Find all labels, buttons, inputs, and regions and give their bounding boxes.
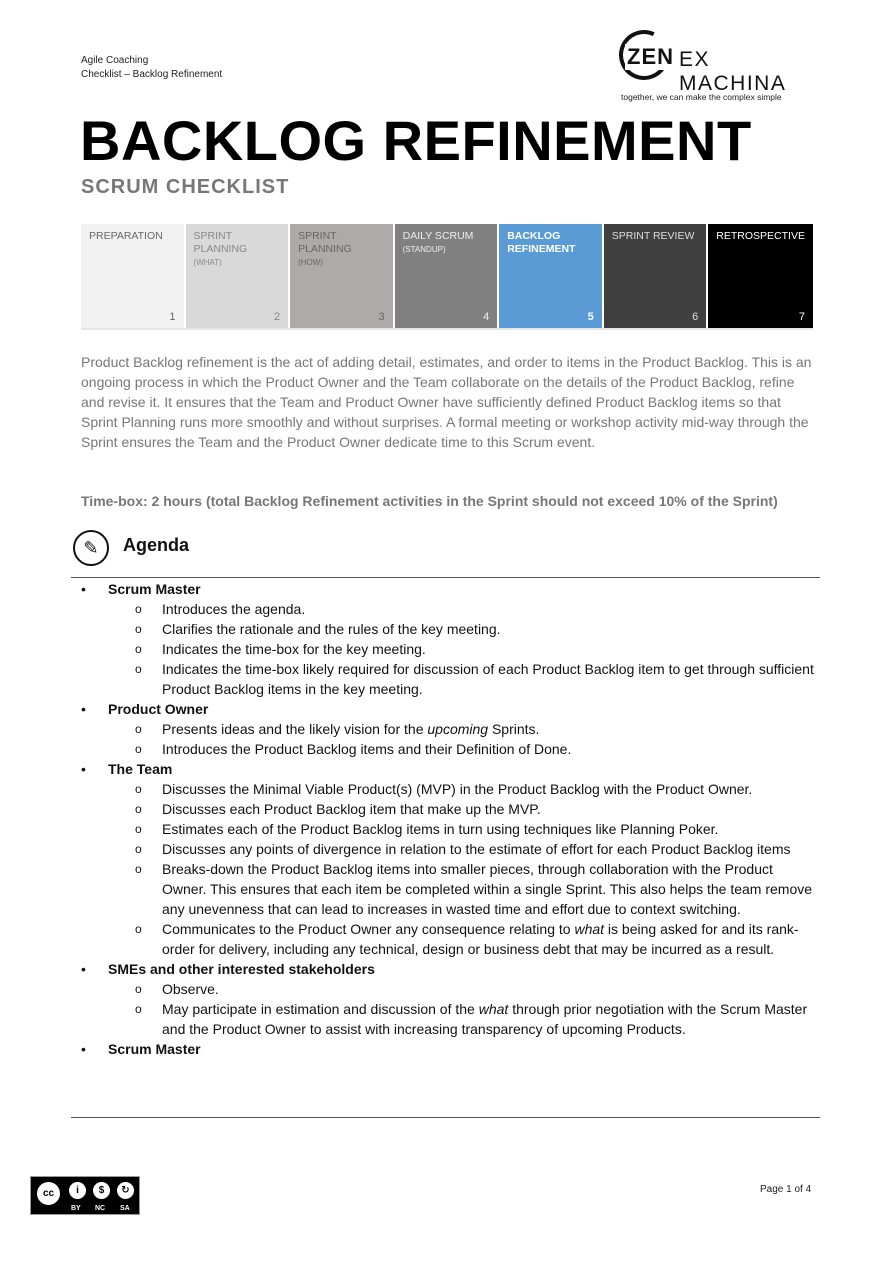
header-line-2: Checklist – Backlog Refinement [81, 69, 223, 80]
timebox-note: Time-box: 2 hours (total Backlog Refinement activities in the Sprint should not exceed 10% of the Sprint) [81, 493, 778, 509]
stage-5 [499, 224, 602, 328]
agenda-role: • Scrum Master [81, 1039, 821, 1059]
stage-1 [81, 224, 184, 328]
stage-number: 2 [273, 311, 281, 323]
sa-label: SA [120, 1205, 130, 1212]
agenda-top-divider [71, 577, 820, 578]
page-number: Page 1 of 4 [760, 1184, 812, 1195]
agenda-item: o Introduces the Product Backlog items and their Definition of Done. [81, 739, 821, 759]
pencil-icon: ✎ [73, 530, 109, 566]
agenda-item: o Clarifies the rationale and the rules of the key meeting. [81, 619, 821, 639]
emphasis-text: what [574, 921, 605, 937]
header-line-1: Agile Coaching [81, 55, 149, 66]
stage-label: SPRINT REVIEW [611, 230, 695, 242]
stage-number: 7 [798, 311, 805, 323]
zen-ex-machina-logo [617, 30, 797, 106]
agenda-item [81, 719, 821, 739]
agenda-item: o Observe. [81, 979, 821, 999]
stage-number: 3 [378, 311, 385, 323]
item-text: through prior negotiation with the Scrum Master and the Product Owner to assist with increasing transparency of upcoming Products. [162, 1001, 808, 1037]
stage-label: RETROSPECTIVE [716, 230, 805, 242]
stage-4 [395, 224, 498, 328]
item-text: Sprints. [488, 721, 540, 737]
item-text: Communicates to the Product Owner any consequence relating to [162, 921, 575, 937]
agenda-role: • SMEs and other interested stakeholders [81, 959, 821, 979]
agenda-role: • Scrum Master [81, 579, 821, 599]
logo-word-zen: ZEN [627, 44, 674, 69]
agenda-item: o Indicates the time-box likely required for discussion of each Product Backlog item to get through sufficient Product Backlog items in the key meeting. [81, 659, 821, 699]
stage-sublabel: (WHAT) [193, 258, 222, 267]
agenda-bottom-divider [71, 1117, 820, 1118]
agenda-item [81, 919, 821, 959]
stage-number: 6 [692, 311, 699, 323]
nc-icon: $ [91, 1180, 112, 1201]
item-text: May participate in estimation and discussion of the [162, 1001, 479, 1017]
agenda-role: • Product Owner [81, 699, 821, 719]
agenda-item: o Breaks-down the Product Backlog items into smaller pieces, through collaboration with the Product Owner. This ensures that each item be completed within a single Sprint. This also helps the team remove any unevenness that can lead to increases in wasted time and effort due to context switching. [81, 859, 821, 919]
document-header [81, 54, 222, 82]
agenda-role: • The Team [81, 759, 821, 779]
cc-icon: cc [35, 1180, 62, 1207]
stage-label: DAILY SCRUM [402, 230, 474, 242]
agenda-item: o Discusses the Minimal Viable Product(s) (MVP) in the Product Backlog with the Product Owner. [81, 779, 821, 799]
stage-2 [186, 224, 289, 328]
agenda-item: o Estimates each of the Product Backlog items in turn using techniques like Planning Poker. [81, 819, 821, 839]
by-icon: i [67, 1180, 88, 1201]
stage-sublabel: (HOW) [298, 258, 323, 267]
stage-number: 5 [587, 311, 594, 323]
stage-6 [604, 224, 707, 328]
item-text: is being asked for and its rank-order for delivery, including any technical, design or business debt that may be incurred as a result. [162, 921, 799, 957]
stage-7 [708, 224, 813, 328]
intro-paragraph: Product Backlog refinement is the act of adding detail, estimates, and order to items in the Product Backlog. This is an ongoing process in which the Product Owner and the Team collaborate on the details of the Product Backlog, refine and revise it. It ensures that the Team and Product Owner have sufficiently defined Product Backlog items so that Sprint Planning runs more smoothly and without surprises. A formal meeting or workshop activity mid-way through the Sprint ensures the Team and the Product Owner dedicate time to this Scrum event. [81, 354, 812, 450]
sa-icon: ↻ [115, 1180, 136, 1201]
logo-tagline: together, we can make the complex simple [621, 92, 782, 102]
agenda-item [81, 999, 821, 1039]
stage-3 [290, 224, 393, 328]
agenda-heading: Agenda [123, 535, 190, 555]
item-text: Presents ideas and the likely vision for the [162, 721, 428, 737]
emphasis-text: upcoming [427, 721, 489, 737]
stage-label: SPRINT PLANNING [193, 230, 248, 255]
stage-label: BACKLOG REFINEMENT [507, 230, 576, 255]
emphasis-text: what [478, 1001, 509, 1017]
agenda-item: o Indicates the time-box for the key meeting. [81, 639, 821, 659]
stage-number: 1 [169, 311, 176, 323]
stage-label: SPRINT PLANNING [298, 230, 352, 255]
agenda-list [81, 579, 821, 1059]
creative-commons-license-badge [30, 1176, 140, 1215]
agenda-item: o Introduces the agenda. [81, 599, 821, 619]
scrum-stage-bar [81, 224, 813, 330]
nc-label: NC [95, 1205, 106, 1212]
page-subtitle: SCRUM CHECKLIST [81, 176, 290, 198]
by-label: BY [71, 1205, 81, 1212]
stage-label: PREPARATION [89, 230, 163, 242]
agenda-item: o Discusses any points of divergence in relation to the estimate of effort for each Product Backlog items [81, 839, 821, 859]
page-title: BACKLOG REFINEMENT [80, 109, 752, 172]
agenda-item: o Discusses each Product Backlog item that make up the MVP. [81, 799, 821, 819]
stage-sublabel: (STANDUP) [402, 245, 446, 254]
logo-word-ex-machina: EX MACHINA [679, 48, 787, 95]
stage-number: 4 [483, 311, 490, 323]
